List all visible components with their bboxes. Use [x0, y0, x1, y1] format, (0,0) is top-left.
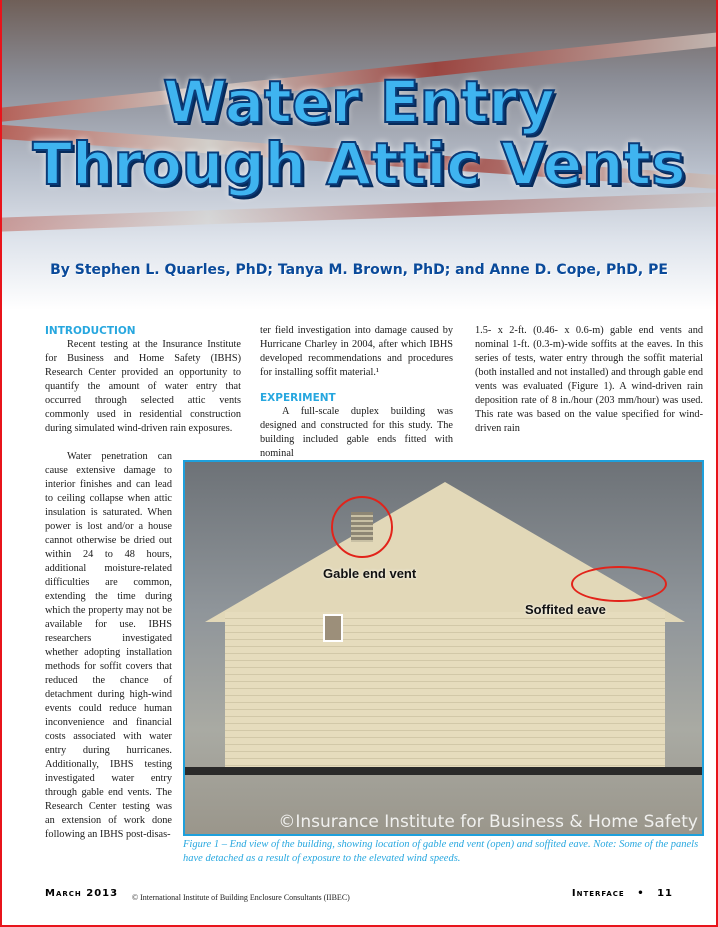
title-line-2: Through Attic Vents: [32, 130, 686, 198]
column-1-top: [45, 324, 241, 436]
building-base: [185, 767, 704, 775]
gable-vent-label: Gable end vent: [323, 566, 417, 581]
column-1-bottom: [45, 450, 172, 842]
header-image: [0, 0, 718, 310]
intro-heading: INTRODUCTION: [45, 325, 136, 337]
magazine-name: Interface: [571, 888, 625, 899]
page-number: 11: [657, 888, 673, 899]
experiment-paragraph: A full-scale duplex building was designed and constructed for this study. The building included gable ends fitted with nominal: [260, 406, 453, 459]
figure-caption: Figure 1 – End view of the building, showing location of gable end vent (open) and soffited eave. Note: Some of the panels have detached as a result of exposure to the elevated wind speeds.: [183, 839, 699, 864]
column-3-paragraph: 1.5- x 2-ft. (0.46- x 0.6-m) gable end vents and nominal 1-ft. (0.3-m)-wide soffits at the eaves. In this series of tests, water entry through the soffit material (both installed and not installed) and through gable end vents was evaluated (Figure 1). A wind-driven rain deposition rate of 8 in./hour (203 mm/hour) was used. This rate was based on the value specified for wind-driven rain: [475, 325, 703, 434]
intro-paragraph-2: Water penetration can cause extensive damage to interior finishes and can lead to ceiling collapse when attic insulation is saturated. When power is lost and/or a house cannot otherwise be dried out within 24 to 48 hours, additional moisture-related difficulties are common, extending the time during which the property may not be available for use. IBHS researchers investigated whether adopting installation methods for soffit covers that reduced the chance of detachment during high-wind events could reduce human inconvenience and financial costs associated with water entry during hurricanes. Additionally, IBHS testing investigated water entry through gable end vents. The Research Center testing was an extension of work done following an IBHS post-disas-: [45, 451, 172, 840]
house-wall: [225, 612, 665, 767]
column-2-paragraph-1: ter field investigation into damage caused by Hurricane Charley in 2004, after which IBHS developed recommendations and procedures for installing soffit material.¹: [260, 325, 453, 378]
soffited-eave-label: Soffited eave: [525, 602, 606, 617]
footer-copyright: © International Institute of Building Enclosure Consultants (IIBEC): [132, 893, 350, 902]
byline: By Stephen L. Quarles, PhD; Tanya M. Brown, PhD; and Anne D. Cope, PhD, PE: [50, 262, 668, 278]
eave-highlight-circle: [571, 566, 667, 602]
column-3: [475, 324, 703, 436]
window: [323, 614, 343, 642]
experiment-heading: EXPERIMENT: [260, 392, 336, 404]
figure-1-photo: [183, 460, 704, 836]
footer-page-info: [572, 888, 673, 899]
footer-date: March 2013: [45, 888, 119, 899]
column-2: [260, 324, 453, 461]
photo-watermark: ©Insurance Institute for Business & Home Safety: [278, 812, 698, 832]
vent-highlight-circle: [331, 496, 393, 558]
intro-paragraph-1: Recent testing at the Insurance Institute for Business and Home Safety (IBHS) Research Center provided an opportunity to quantify the amount of water entry that occurred through selected attic vents commonly used in residential construction during simulated wind-driven rain exposures.: [45, 339, 241, 434]
footer-bullet: •: [637, 888, 645, 899]
title-line-1: Water Entry: [163, 68, 555, 136]
